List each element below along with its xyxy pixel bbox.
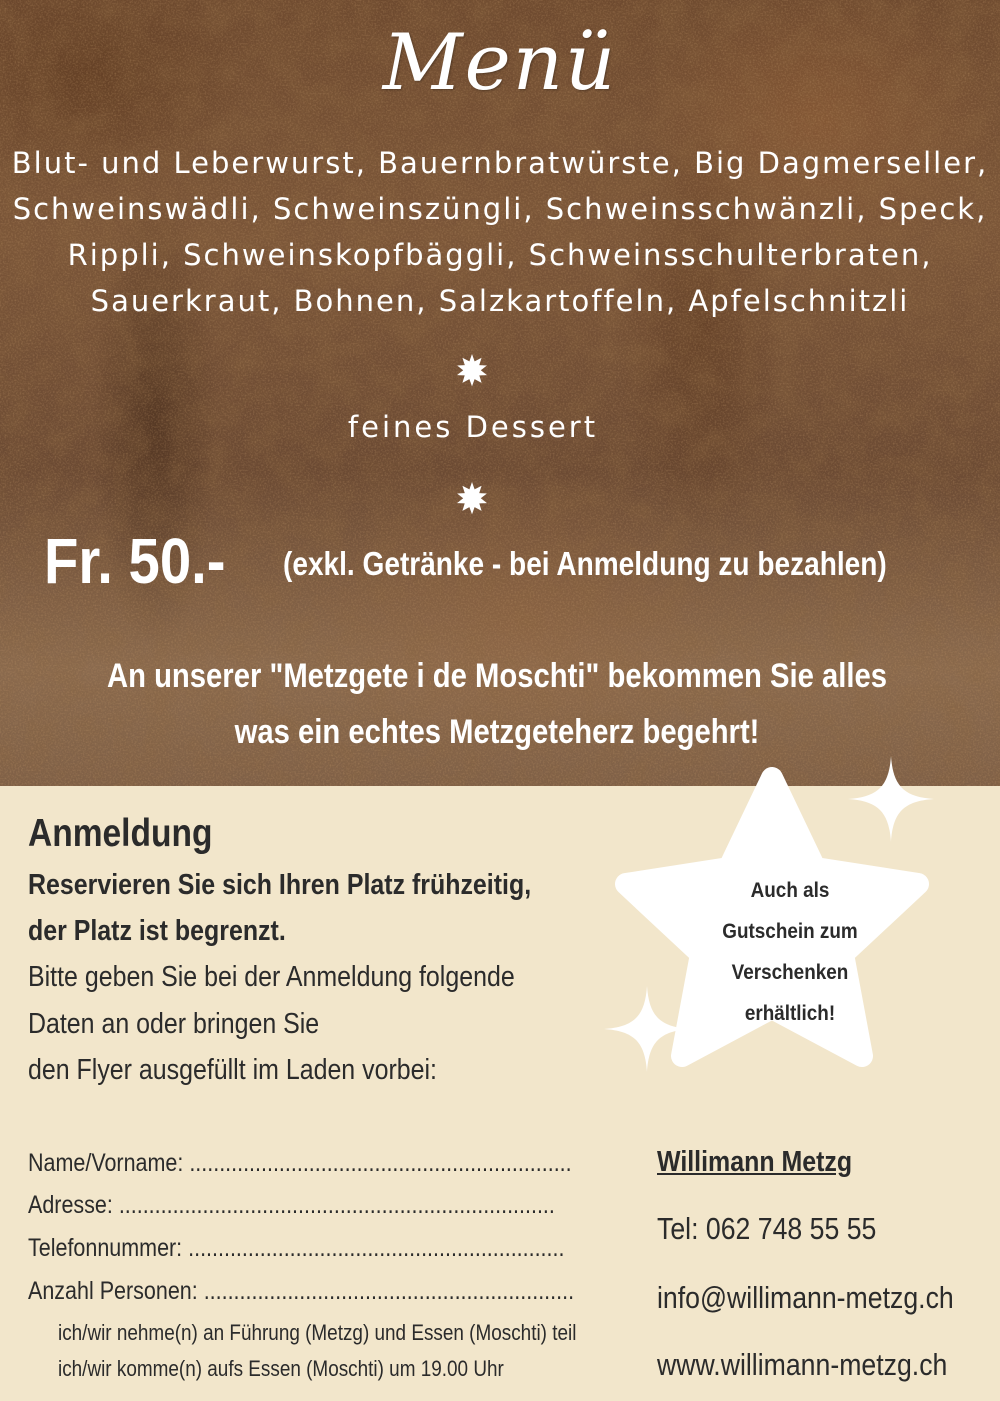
registration-instructions: den Flyer ausgefüllt im Laden vorbei: bbox=[28, 1054, 437, 1086]
form-option: ich/wir komme(n) aufs Essen (Moschti) um 19.00 Uhr bbox=[58, 1356, 504, 1381]
price-note: (exkl. Getränke - bei Anmeldung zu bezahlen) bbox=[283, 545, 887, 582]
menu-line: Schweinswädli, Schweinszüngli, Schweinsschwänzli, Speck, bbox=[12, 192, 988, 226]
voucher-line: Gutschein zum bbox=[722, 920, 858, 943]
tagline-line: was ein echtes Metzgeteherz begehrt! bbox=[234, 713, 760, 751]
sun-ornament-icon bbox=[455, 482, 489, 516]
registration-note: der Platz ist begrenzt. bbox=[28, 915, 286, 947]
tagline-line: An unserer "Metzgete i de Moschti" bekommen Sie alles bbox=[106, 657, 888, 695]
voucher-line: Auch als bbox=[750, 879, 830, 902]
phone-number[interactable]: Tel: 062 748 55 55 bbox=[657, 1211, 877, 1246]
form-field-phone: Telefonnummer: ............................................................... bbox=[28, 1234, 565, 1262]
company-name: Willimann Metzg bbox=[657, 1146, 853, 1178]
website-link[interactable]: www.willimann-metzg.ch bbox=[657, 1347, 948, 1382]
form-field-persons: Anzahl Personen: .............................................................. bbox=[28, 1277, 575, 1305]
voucher-text bbox=[690, 870, 890, 1034]
form-field-address: Adresse: ......................................................................... bbox=[28, 1191, 555, 1219]
registration-instructions: Bitte geben Sie bei der Anmeldung folgende bbox=[28, 961, 515, 993]
email-link[interactable]: info@willimann-metzg.ch bbox=[657, 1280, 954, 1315]
dessert-text: feines Dessert bbox=[347, 410, 599, 444]
registration-heading: Anmeldung bbox=[28, 812, 213, 855]
voucher-line: erhältlich! bbox=[744, 1002, 836, 1025]
voucher-line: Verschenken bbox=[731, 961, 849, 984]
sparkle-icon bbox=[604, 986, 690, 1072]
sun-ornament-icon bbox=[455, 354, 489, 388]
tagline bbox=[0, 648, 994, 760]
form-option: ich/wir nehme(n) an Führung (Metzg) und Essen (Moschti) teil bbox=[58, 1320, 577, 1345]
menu-line: Sauerkraut, Bohnen, Salzkartoffeln, Apfelschnitzli bbox=[90, 284, 910, 318]
registration-note: Reservieren Sie sich Ihren Platz frühzeitig, bbox=[28, 869, 532, 901]
price: Fr. 50.- bbox=[44, 525, 226, 597]
menu-line: Blut- und Leberwurst, Bauernbratwürste, Big Dagmerseller, bbox=[11, 146, 989, 180]
registration-instructions: Daten an oder bringen Sie bbox=[28, 1008, 320, 1040]
sparkle-icon bbox=[848, 756, 934, 842]
form-field-name: Name/Vorname: ................................................................ bbox=[28, 1149, 572, 1177]
menu-items bbox=[0, 140, 1000, 324]
menu-line: Rippli, Schweinskopfbäggli, Schweinsschulterbraten, bbox=[67, 238, 933, 272]
menu-title: Menü bbox=[382, 18, 618, 108]
